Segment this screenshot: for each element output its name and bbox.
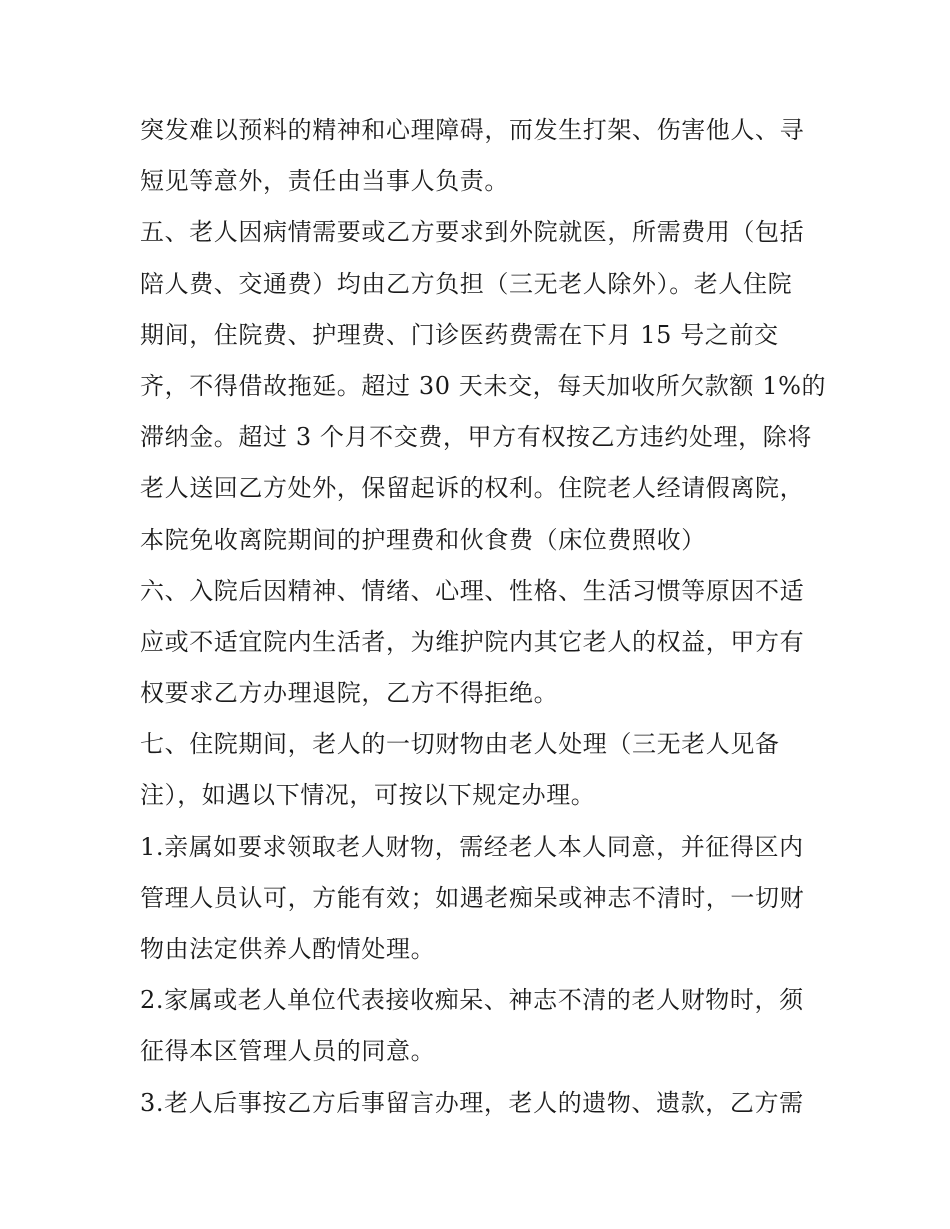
text-line: 突发难以预料的精神和心理障碍，而发生打架、伤害他人、寻	[140, 116, 805, 144]
text-line: 六、入院后因精神、情绪、心理、性格、生活习惯等原因不适	[140, 576, 805, 605]
text-line: 七、住院期间，老人的一切财物由老人处理（三无老人见备	[140, 730, 780, 759]
text-line: 管理人员认可，方能有效；如遇老痴呆或神志不清时，一切财	[140, 883, 805, 912]
text-line: 本院免收离院期间的护理费和伙食费（床位费照收）	[140, 525, 706, 554]
text-line: 齐，不得借故拖延。超过 30 天未交，每天加收所欠款额 1%的	[140, 371, 827, 400]
text-line: 老人送回乙方处外，保留起诉的权利。住院老人经请假离院，	[140, 474, 805, 503]
text-line: 注），如遇以下情况，可按以下规定办理。	[140, 781, 596, 810]
text-line: 短见等意外，责任由当事人负责。	[140, 167, 509, 196]
text-line: 2.家属或老人单位代表接收痴呆、神志不清的老人财物时，须	[140, 986, 804, 1015]
text-line: 权要求乙方办理退院，乙方不得拒绝。	[140, 679, 559, 708]
text-line: 应或不适宜院内生活者，为维护院内其它老人的权益，甲方有	[140, 627, 805, 656]
text-line: 五、老人因病情需要或乙方要求到外院就医，所需费用（包括	[140, 218, 805, 247]
text-line: 征得本区管理人员的同意。	[140, 1037, 436, 1066]
text-line: 物由法定供养人酌情处理。	[140, 935, 436, 963]
text-line: 1.亲属如要求领取老人财物，需经老人本人同意，并征得区内	[140, 832, 804, 861]
text-line: 3.老人后事按乙方后事留言办理，老人的遗物、遗款，乙方需	[140, 1088, 804, 1117]
document-body	[140, 105, 827, 1129]
text-line: 陪人费、交通费）均由乙方负担（三无老人除外）。老人住院	[140, 269, 793, 298]
text-line: 期间，住院费、护理费、门诊医药费需在下月 15 号之前交	[140, 320, 779, 349]
text-line: 滞纳金。超过 3 个月不交费，甲方有权按乙方违约处理，除将	[140, 423, 812, 452]
